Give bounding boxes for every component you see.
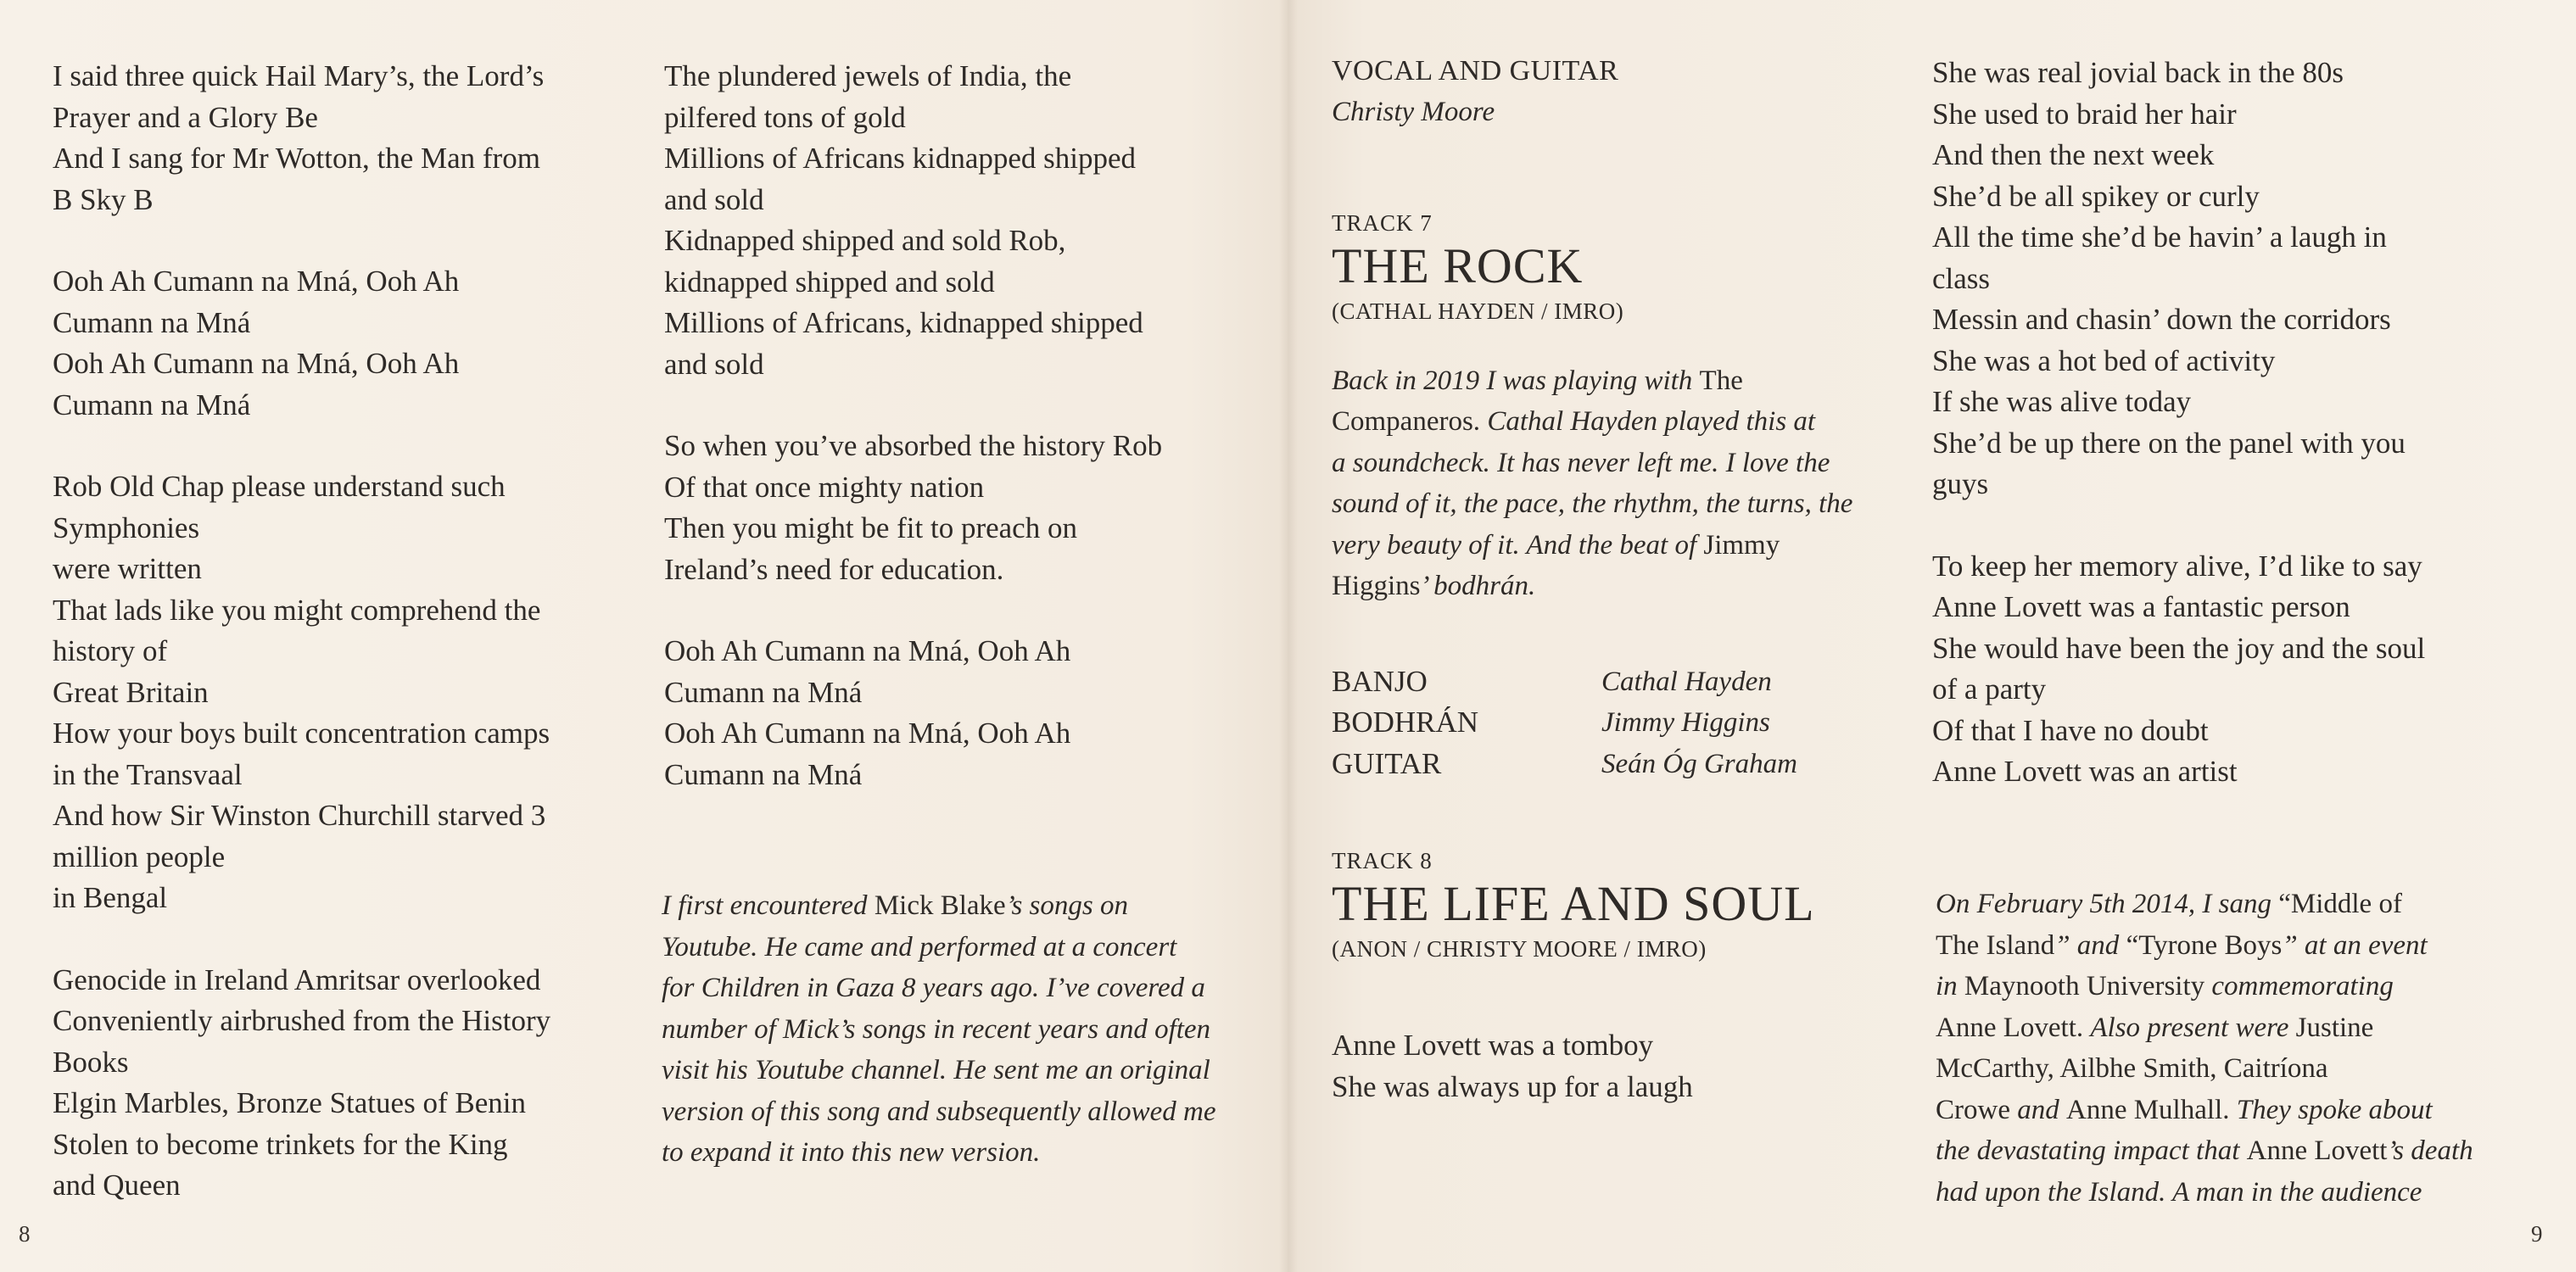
commentary-line [662,927,1272,968]
commentary-italic-text: for Children in Gaza 8 years ago. I’ve covered a [662,973,1205,1003]
lyric-line: How your boys built concentration camps [53,717,550,750]
lyric-line: guys [1932,467,1989,500]
commentary-line [662,1009,1272,1051]
left-page-lyrics-column-1 [53,56,629,1207]
commentary-italic-text: On February 5th 2014, I sang [1936,889,2279,919]
lyric-line: Millions of Africans kidnapped shipped [664,142,1137,175]
page-number-left: 8 [19,1221,31,1247]
commentary-name-text: Justine [2295,1012,2374,1043]
commentary-line [1332,566,1925,607]
track7-title: THE ROCK [1332,237,1584,293]
commentary-line [1936,884,2546,925]
lyric-line: B Sky B [53,182,154,216]
lyric-line: She used to braid her hair [1932,97,2237,131]
commentary-italic-text: Cathal Hayden played this at [1487,406,1816,437]
commentary-italic-text: commemorating [2211,971,2394,1001]
commentary-line [662,1050,1272,1091]
commentary-italic-text: ’s death [2387,1135,2473,1166]
commentary-name-text: The [1699,365,1743,396]
right-page-commentary [1936,884,2546,1213]
commentary-name-text: The Island [1936,929,2055,961]
lyric-line: So when you’ve absorbed the history Rob [664,429,1163,462]
commentary-italic-text: the devastating impact that [1936,1135,2247,1166]
lyric-line: kidnapped shipped and sold [664,265,995,298]
left-col1-stanza [53,466,629,919]
lyric-line: She was real jovial back in the 80s [1932,56,2344,89]
lyric-line: Symphonies [53,510,200,544]
lyric-line: Ooh Ah Cumann na Mná, Ooh Ah [664,634,1071,667]
commentary-line [1936,1172,2546,1213]
commentary-name-text: McCarthy, Ailbhe Smith, Caitríona [1936,1053,2328,1084]
stanza-gap [53,426,629,466]
lyric-line: Then you might be fit to preach on [664,511,1077,544]
commentary-line [1936,1048,2546,1090]
commentary-italic-text: ” at an event [2282,929,2428,961]
track8-title: THE LIFE AND SOUL [1332,876,1815,931]
commentary-italic-text: Youtube. He came and performed at a concert [662,931,1177,962]
commentary-name-text: Jimmy [1703,529,1780,561]
commentary-italic-text: ’ bodhrán. [1420,571,1536,601]
lyric-line: That lads like you might comprehend the [53,593,541,627]
commentary-name-text: Anne Mulhall. [2065,1094,2237,1125]
lyric-line: Cumann na Mná [664,757,863,791]
book-spine [1279,0,1298,1272]
commentary-line [662,885,1272,927]
left-col2-stanza [664,56,1258,385]
commentary-name-text: Maynooth University [1964,971,2212,1001]
lyric-line: Stolen to become trinkets for the King [53,1127,508,1161]
commentary-italic-text: They spoke about [2236,1094,2433,1125]
commentary-line [1332,443,1925,484]
lyric-line: Anne Lovett was a fantastic person [1932,590,2350,623]
lyric-line: To keep her memory alive, I’d like to say [1932,549,2422,583]
lyric-line: Conveniently airbrushed from the History [53,1004,551,1037]
lyric-line: She would have been the joy and the soul [1932,631,2426,665]
lyric-line: She was always up for a laugh [1332,1069,1693,1103]
lyric-line: And how Sir Winston Churchill starved 3 [53,799,546,832]
right-col2-stanza [1932,546,2526,793]
lyric-line: And then the next week [1932,138,2215,171]
stanza-gap [53,919,629,960]
track7-label: TRACK 7 [1332,209,1433,236]
lyric-line: class [1932,261,1991,295]
lyric-line: Ireland’s need for education. [664,552,1004,586]
instrument-row [1332,744,1925,785]
lyric-line: history of [53,634,168,667]
lyric-line: The plundered jewels of India, the [664,59,1072,92]
lyric-line: and sold [664,182,764,216]
commentary-line [662,1132,1272,1174]
track7-credit: (CATHAL HAYDEN / IMRO) [1332,298,1624,324]
commentary-italic-text: ” and [2054,929,2126,961]
stanza-gap [1932,505,2526,546]
commentary-italic-text: very beauty of it. And the beat of [1332,529,1704,561]
commentary-name-text: Higgins [1332,571,1421,601]
lyric-line: Kidnapped shipped and sold Rob, [664,224,1066,257]
commentary-name-text: “Tyrone Boys [2126,929,2283,961]
instrument-player: Jimmy Higgins [1601,707,1770,738]
left-col2-stanza [664,631,1258,795]
right-page-lyrics-column-2 [1932,53,2526,793]
commentary-name-text: Companeros. [1332,406,1488,437]
lyric-line: in Bengal [53,881,168,914]
lyric-line: Cumann na Mná [53,388,251,421]
lyric-line: She was a hot bed of activity [1932,343,2276,377]
commentary-name-text: Mick Blake [874,890,1006,921]
lyric-line: Anne Lovett was a tomboy [1332,1029,1654,1062]
left-page-lyrics-column-2 [664,56,1258,795]
track8-lyrics-start [1332,1025,1925,1107]
lyric-line: Great Britain [53,675,209,709]
instrument-player: Cathal Hayden [1601,666,1772,697]
lyric-line: If she was alive today [1932,385,2192,418]
commentary-line [1936,1090,2546,1131]
lyric-line: Ooh Ah Cumann na Mná, Ooh Ah [53,347,460,380]
lyric-line: Books [53,1045,129,1079]
commentary-italic-text: number of Mick’s songs in recent years and often [662,1013,1211,1045]
left-col1-stanza [53,261,629,426]
lyric-line: Messin and chasin’ down the corridors [1932,303,2391,336]
track8-label: TRACK 8 [1332,848,1433,873]
lyric-line: Cumann na Mná [53,305,251,339]
lyric-line: Millions of Africans, kidnapped shipped [664,306,1143,339]
left-col1-stanza [53,960,629,1207]
commentary-line [1332,525,1925,566]
lyric-line: All the time she’d be havin’ a laugh in [1932,220,2387,254]
lyric-line: Of that I have no doubt [1932,713,2209,747]
lyric-line: Cumann na Mná [664,675,863,709]
instrument-row [1332,702,1925,744]
commentary-italic-text: a soundcheck. It has never left me. I love the [1332,447,1830,478]
commentary-italic-text: I first encountered [662,890,874,921]
stanza-gap [664,590,1258,631]
lyric-line: I said three quick Hail Mary’s, the Lord’s [53,59,545,92]
commentary-line [1936,925,2546,967]
vocal-guitar-name: Christy Moore [1332,97,1495,127]
page-number-right: 9 [2531,1221,2543,1247]
commentary-line [662,968,1272,1009]
commentary-name-text: Anne Lovett. [1936,1012,2091,1043]
commentary-line [662,1091,1272,1133]
left-col1-stanza [53,56,629,220]
lyric-line: Ooh Ah Cumann na Mná, Ooh Ah [53,265,460,298]
commentary-name-text: Crowe [1936,1094,2018,1125]
lyric-line: She’d be up there on the panel with you [1932,426,2406,460]
lyric-line: And I sang for Mr Wotton, the Man from [53,142,540,175]
commentary-italic-text: visit his Youtube channel. He sent me an original [662,1055,1210,1085]
commentary-italic-text: had upon the Island. A man in the audience [1936,1176,2422,1208]
lyric-line: of a party [1932,672,2047,706]
vocal-guitar-label: VOCAL AND GUITAR [1332,55,1619,86]
lyric-line: Ooh Ah Cumann na Mná, Ooh Ah [664,717,1071,750]
instrument-name: BODHRÁN [1332,706,1479,739]
track8-credit: (ANON / CHRISTY MOORE / IMRO) [1332,936,1707,962]
lyric-line: Prayer and a Glory Be [53,100,318,134]
commentary-line [1936,1130,2546,1172]
commentary-italic-text: sound of it, the pace, the rhythm, the turns, the [1332,488,1853,519]
lyric-line: and Queen [53,1169,181,1202]
right-col2-stanza [1932,53,2526,505]
instrument-name: BANJO [1332,664,1428,698]
lyric-line: million people [53,840,226,873]
lyric-line: Genocide in Ireland Amritsar overlooked [53,962,541,996]
left-col2-stanza [664,426,1258,590]
commentary-italic-text: Also present were [2090,1012,2296,1043]
commentary-line [1332,401,1925,443]
commentary-italic-text: Back in 2019 I was playing with [1332,365,1700,396]
lyric-line: pilfered tons of gold [664,100,906,134]
lyric-line: She’d be all spikey or curly [1932,179,2260,213]
instrument-player: Seán Óg Graham [1601,748,1797,779]
commentary-line [1936,966,2546,1007]
instrument-row [1332,661,1925,703]
commentary-italic-text: in [1936,971,1964,1001]
commentary-name-text: Anne Lovett [2246,1135,2388,1166]
commentary-line [1936,1007,2546,1049]
lyric-line: in the Transvaal [53,757,243,791]
lyric-line: Anne Lovett was an artist [1932,755,2238,788]
stanza-gap [664,385,1258,426]
right-page-column-1 [1332,51,1925,1107]
lyric-line: Elgin Marbles, Bronze Statues of Benin [53,1086,526,1119]
commentary-name-text: “Middle of [2278,889,2402,919]
lyric-line: were written [53,552,202,585]
instrument-name: GUITAR [1332,746,1442,780]
lyric-line: Of that once mighty nation [664,470,985,504]
track7-commentary [1332,360,1925,607]
stanza-gap [53,220,629,261]
track7-instruments [1332,661,1925,785]
commentary-italic-text: ’s songs on [1005,890,1128,921]
commentary-line [1332,360,1925,402]
commentary-italic-text: version of this song and subsequently allowed me [662,1096,1216,1127]
commentary-italic-text: and [2017,1094,2066,1125]
lyric-line: and sold [664,347,764,381]
commentary-italic-text: to expand it into this new version. [662,1137,1041,1168]
lyric-line: Rob Old Chap please understand such [53,470,506,503]
left-page-commentary [662,885,1272,1174]
commentary-line [1332,483,1925,525]
